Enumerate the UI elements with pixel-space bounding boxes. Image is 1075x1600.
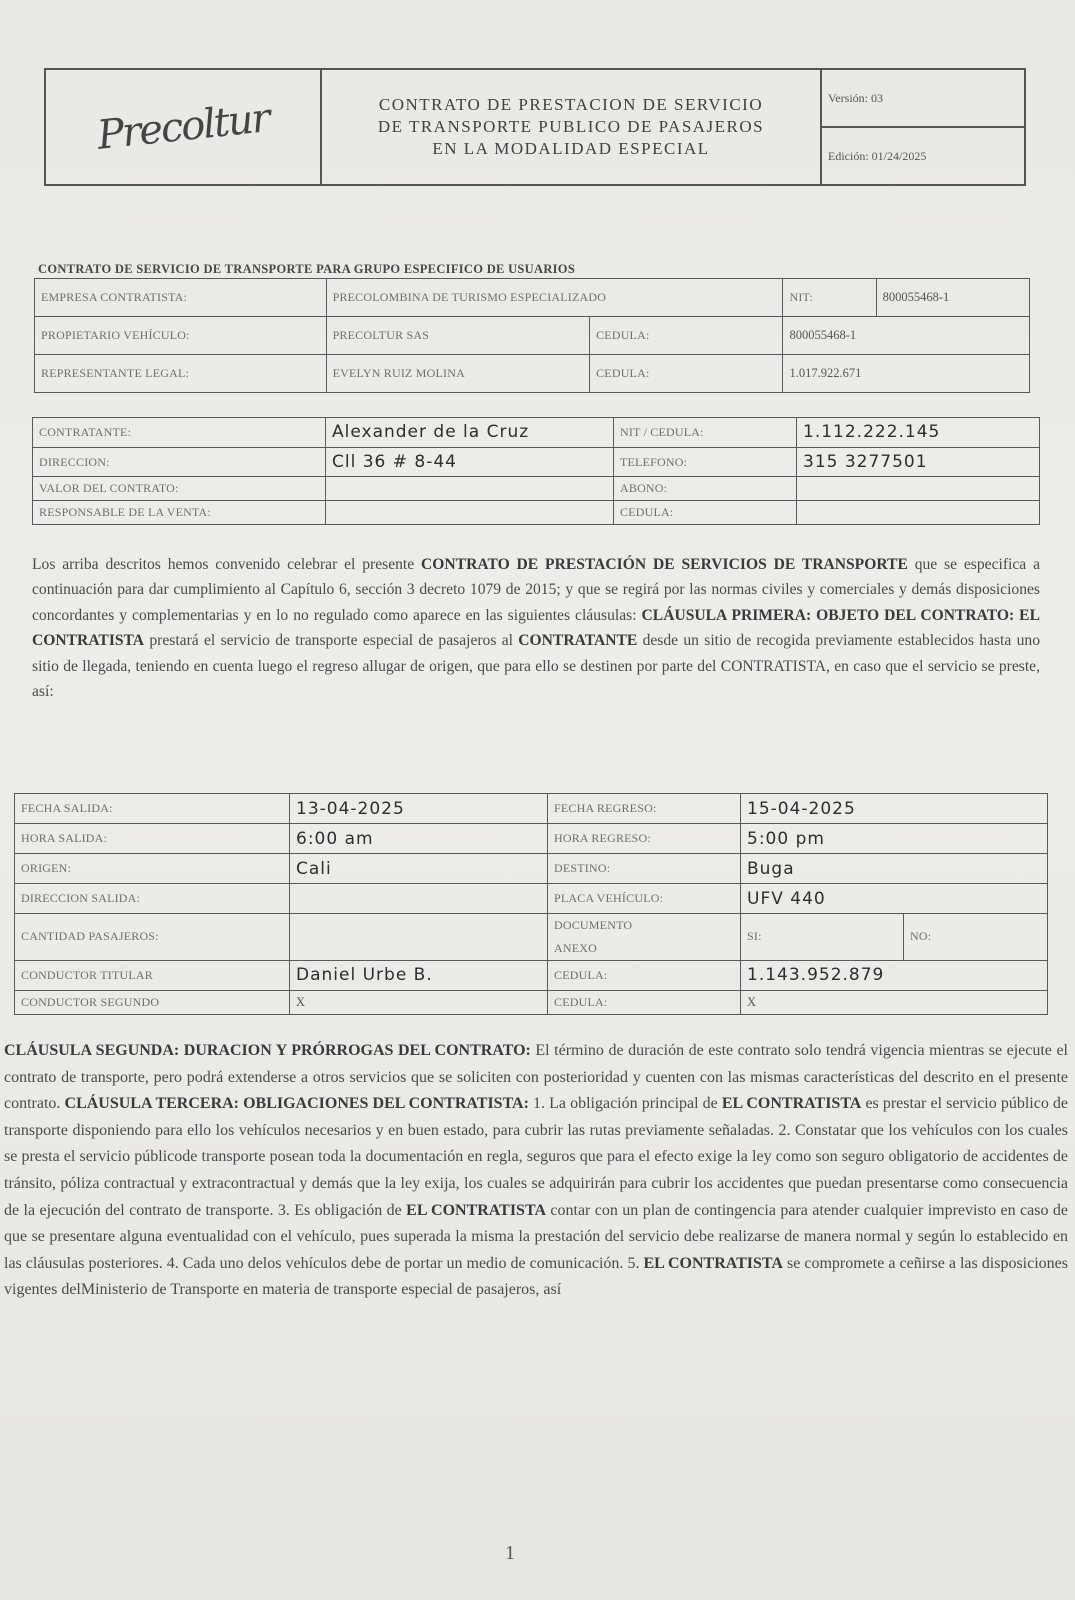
- clause-bold-4: EL CONTRATISTA: [406, 1201, 546, 1219]
- clauses-paragraph: [4, 1038, 1068, 1304]
- documento-label-2: ANEXO: [548, 937, 741, 960]
- origen-label: ORIGEN:: [15, 854, 290, 884]
- clause-text-5: se compromete a ceñirse a las disposiciones vigentes delMinisterio de Transporte en materia de transporte especial de pasajeros, así: [4, 1254, 1069, 1299]
- clause-bold-1: CLÁUSULA SEGUNDA: DURACION Y PRÓRROGAS DEL CONTRATO:: [4, 1042, 531, 1059]
- cantidad-value: [290, 914, 548, 961]
- abono-value: [797, 477, 1040, 501]
- direccion-value: Cll 36 # 8-44: [326, 447, 614, 477]
- nit-label: NIT:: [783, 279, 876, 317]
- direccion-label: DIRECCION:: [33, 447, 326, 477]
- responsable-label: RESPONSABLE DE LA VENTA:: [33, 501, 326, 525]
- cedula-value-1: 800055468-1: [783, 317, 1030, 355]
- valor-value: [326, 477, 614, 501]
- abono-label: ABONO:: [614, 477, 797, 501]
- nit-cedula-label: NIT / CEDULA:: [614, 418, 797, 448]
- company-table: [34, 278, 1030, 393]
- hora-regreso-value: 5:00 pm: [741, 824, 1048, 854]
- hora-salida-label: HORA SALIDA:: [15, 824, 290, 854]
- hora-salida-value: 6:00 am: [290, 824, 548, 854]
- conductor-segundo-label: CONDUCTOR SEGUNDO: [15, 990, 290, 1014]
- fecha-regreso-value: 15-04-2025: [741, 794, 1048, 824]
- conductor-titular-label: CONDUCTOR TITULAR: [15, 960, 290, 990]
- cedula-value-2: 1.017.922.671: [783, 355, 1030, 393]
- edition-cell: Edición: 01/24/2025: [821, 127, 1025, 185]
- si-label: SI:: [741, 914, 904, 961]
- page-number: 1: [505, 1542, 515, 1564]
- cedula-titular-label: CEDULA:: [548, 960, 741, 990]
- intro-bold-1: CONTRATO DE PRESTACIÓN DE SERVICIOS DE TRANSPORTE: [421, 556, 908, 573]
- clause-text-3: es prestar el servicio público de transporte disponiendo para ello los vehículos necesarios y en buen estado, para cubrir las rutas previamente señaladas. 2. Constatar que los vehículos con los cuales se presta el servicio públicode transporte posean toda la documentación en regla, seguros que para el efecto exige la ley como son seguro obligatorio de accidentes de tránsito, póliza contractual y extracontractual y demás que la ley exija, los cuales se adquirirán para cubrir los accidentes que puedan presentarse como consecuencia de la ejecución del contrato de transporte. 3. Es obligación de: [4, 1095, 1068, 1219]
- logo-cell: [45, 69, 321, 185]
- intro-paragraph: [32, 552, 1040, 704]
- direccion-salida-value: [290, 884, 548, 914]
- header-table: [44, 68, 1026, 186]
- intro-bold-3: CONTRATANTE: [518, 632, 638, 650]
- header-title: [321, 69, 821, 185]
- intro-text-3: prestará el servicio de transporte especial de pasajeros al: [144, 632, 519, 650]
- telefono-label: TELEFONO:: [614, 447, 797, 477]
- cedula-label-1: CEDULA:: [590, 317, 783, 355]
- header-title-line-1: CONTRATO DE PRESTACION DE SERVICIO: [378, 95, 764, 114]
- hora-regreso-label: HORA REGRESO:: [548, 824, 741, 854]
- clause-text-1: El término de duración de este contrato solo tendrá vigencia mientras se ejecute el contrato de transporte, pero podrá extenderse a otros servicios que se soliciten con posterioridad y cuenten con las mismas características del descrito en el presente contrato.: [4, 1042, 1068, 1113]
- origen-value: Cali: [290, 854, 548, 884]
- fecha-regreso-label: FECHA REGRESO:: [548, 794, 741, 824]
- clause-bold-2: CLÁUSULA TERCERA: OBLIGACIONES DEL CONTRATISTA:: [64, 1095, 529, 1113]
- cedula-label: CEDULA:: [614, 501, 797, 525]
- cedula-label-2: CEDULA:: [590, 355, 783, 393]
- telefono-value: 315 3277501: [797, 447, 1040, 477]
- documento-label-1: DOCUMENTO: [548, 914, 741, 937]
- company-logo: Precoltur: [95, 95, 271, 159]
- empresa-value: PRECOLOMBINA DE TURISMO ESPECIALIZADO: [326, 279, 783, 317]
- contratante-label: CONTRATANTE:: [33, 418, 326, 448]
- representante-label: REPRESENTANTE LEGAL:: [35, 355, 327, 393]
- version-cell: Versión: 03: [821, 69, 1025, 127]
- intro-bold-2: CLÁUSULA PRIMERA: OBJETO DEL CONTRATO: EL CONTRATISTA: [32, 606, 1040, 650]
- intro-text-4: desde un sitio de recogida previamente establecidos hasta uno sitio de llegada, teniendo en cuenta luego el regreso allugar de origen, que para ello se destinen por parte del CONTRATISTA, en caso que el servicio se preste, así:: [32, 632, 1040, 701]
- fecha-salida-label: FECHA SALIDA:: [15, 794, 290, 824]
- propietario-label: PROPIETARIO VEHÍCULO:: [35, 317, 327, 355]
- cedula-segundo-value: X: [741, 990, 1048, 1014]
- trip-table: [14, 793, 1048, 1015]
- placa-value: UFV 440: [741, 884, 1048, 914]
- contratante-value: Alexander de la Cruz: [326, 418, 614, 448]
- valor-label: VALOR DEL CONTRATO:: [33, 477, 326, 501]
- nit-cedula-value: 1.112.222.145: [797, 418, 1040, 448]
- clause-text-4: contar con un plan de contingencia para atender cualquier imprevisto en caso de que se presentare alguna eventualidad con el vehículo, pues superada la misma la prestación del servicio debe realizarse de manera normal y según lo establecido en las cláusulas posteriores. 4. Cada uno delos vehículos debe de portar un medio de comunicación. 5.: [4, 1201, 1068, 1272]
- empresa-label: EMPRESA CONTRATISTA:: [35, 279, 327, 317]
- destino-label: DESTINO:: [548, 854, 741, 884]
- nit-value: 800055468-1: [876, 279, 1029, 317]
- representante-value: EVELYN RUIZ MOLINA: [326, 355, 590, 393]
- clause-bold-5: EL CONTRATISTA: [643, 1254, 783, 1272]
- direccion-salida-label: DIRECCION SALIDA:: [15, 884, 290, 914]
- section-title: CONTRATO DE SERVICIO DE TRANSPORTE PARA GRUPO ESPECIFICO DE USUARIOS: [38, 262, 576, 276]
- header-title-line-3: EN LA MODALIDAD ESPECIAL: [432, 139, 710, 158]
- no-label: NO:: [904, 914, 1048, 961]
- responsable-value: [326, 501, 614, 525]
- intro-text-2: que se especifica a continuación para dar cumplimiento al Capítulo 6, sección 3 decreto 1079 de 2015; y que se regirá por las normas civiles y comerciales y demás disposiciones concordantes y complementarias y en lo no regulado como aparece en las siguientes cláusulas:: [32, 556, 1040, 624]
- placa-label: PLACA VEHÍCULO:: [548, 884, 741, 914]
- cedula-segundo-label: CEDULA:: [548, 990, 741, 1014]
- client-table: [32, 417, 1040, 525]
- conductor-titular-value: Daniel Urbe B.: [290, 960, 548, 990]
- intro-text-1: Los arriba descritos hemos convenido celebrar el presente: [32, 556, 422, 573]
- cedula-titular-value: 1.143.952.879: [741, 960, 1048, 990]
- cantidad-label: CANTIDAD PASAJEROS:: [15, 914, 290, 961]
- header-title-line-2: DE TRANSPORTE PUBLICO DE PASAJEROS: [377, 117, 765, 136]
- propietario-value: PRECOLTUR SAS: [326, 317, 590, 355]
- destino-value: Buga: [741, 854, 1048, 884]
- conductor-segundo-value: X: [290, 990, 548, 1014]
- clause-text-2: 1. La obligación principal de: [528, 1095, 722, 1113]
- fecha-salida-value: 13-04-2025: [290, 794, 548, 824]
- cedula-value: [797, 501, 1040, 525]
- clause-bold-3: EL CONTRATISTA: [721, 1095, 862, 1113]
